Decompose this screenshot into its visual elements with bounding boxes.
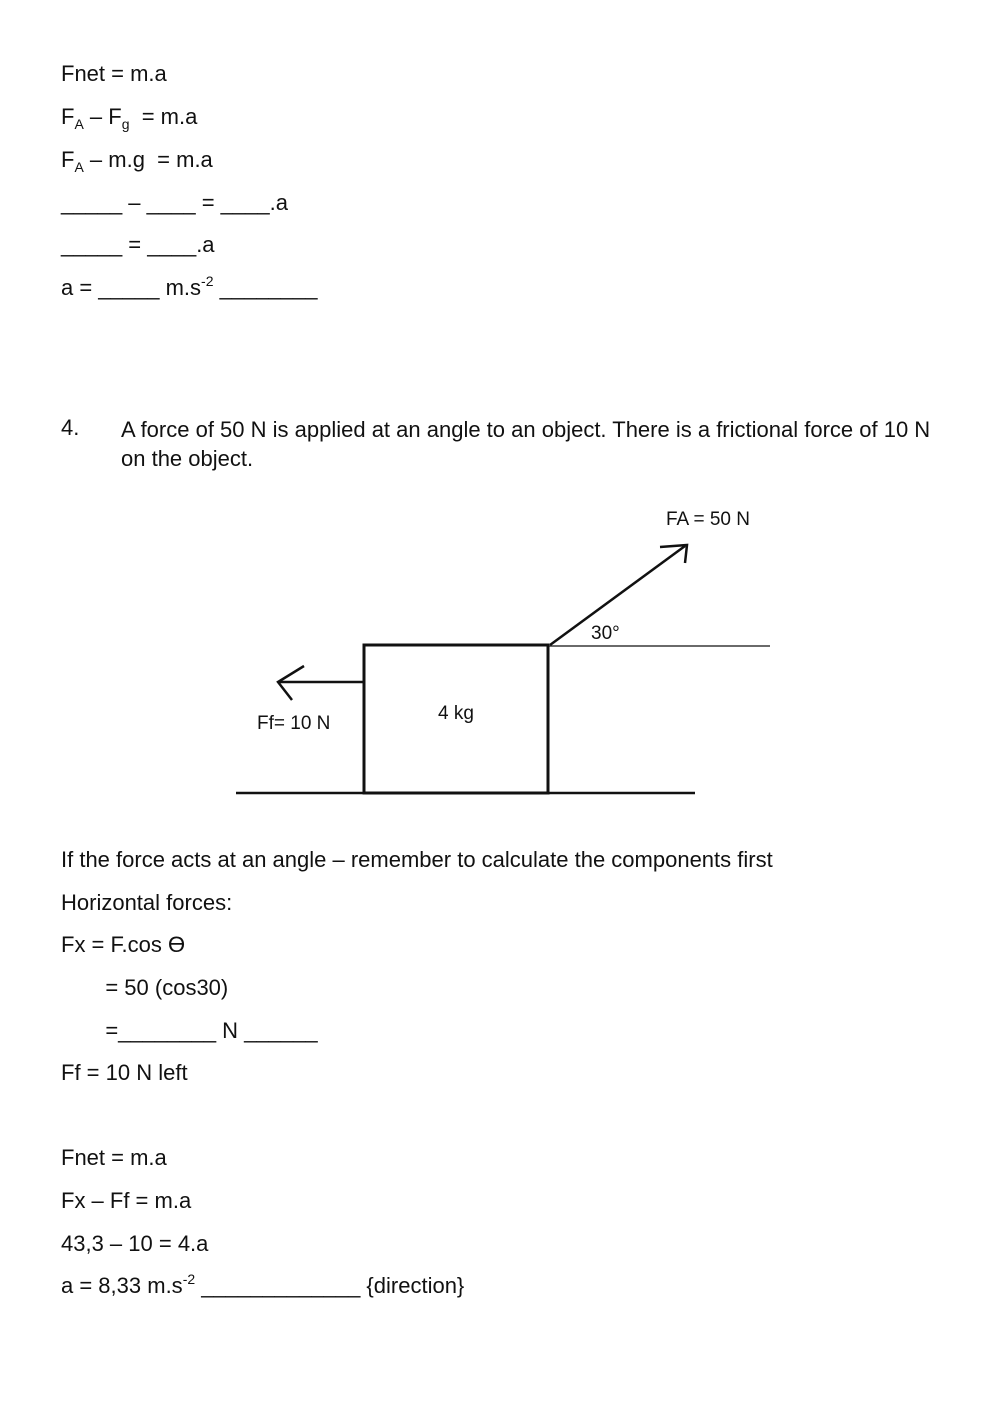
angle-label: 30° <box>591 623 620 644</box>
friction-force-label: Ff= 10 N <box>257 713 331 734</box>
substitution-line: 43,3 – 10 = 4.a <box>61 1231 209 1256</box>
horizontal-forces-heading: Horizontal forces: <box>61 890 233 915</box>
equation-line-3: $F_A - m.g = m.a$ <box>61 147 213 175</box>
fx-minus-ff-formula: Fx – Ff = m.a <box>61 1188 192 1213</box>
fx-substitution: = 50 (cos30) <box>87 975 229 1000</box>
question-number: 4. <box>61 415 80 440</box>
solution-hint: If the force acts at an angle – remember to calculate the components first <box>61 847 773 872</box>
equation-line-5-blanks: _____ = ____.a <box>61 232 215 257</box>
equation-line-4-blanks: _____ – ____ = ____.a <box>61 190 288 215</box>
equation-line-6-answer: a = _____ $m.s^{-2}$ ________ <box>61 273 318 300</box>
equation-line-1: Fnet = m.a <box>61 61 167 86</box>
fx-answer-blanks: =________ N ______ <box>87 1018 318 1043</box>
friction-value: Ff = 10 N left <box>61 1060 188 1085</box>
question-text: A force of 50 N is applied at an angle to an object. There is a frictional force of 10 N on the object. <box>121 417 931 471</box>
equation-line-2: $F_A - F_g = m.a$ <box>61 104 198 132</box>
acceleration-answer: a = 8,33 $m.s^{-2}$ _____________ {direction} <box>61 1271 465 1298</box>
fx-formula: Fx = F.cos ϴ <box>61 932 186 957</box>
applied-force-label: FA = 50 N <box>666 509 750 530</box>
mass-label: 4 kg <box>438 703 474 724</box>
fnet-formula: Fnet = m.a <box>61 1145 167 1170</box>
